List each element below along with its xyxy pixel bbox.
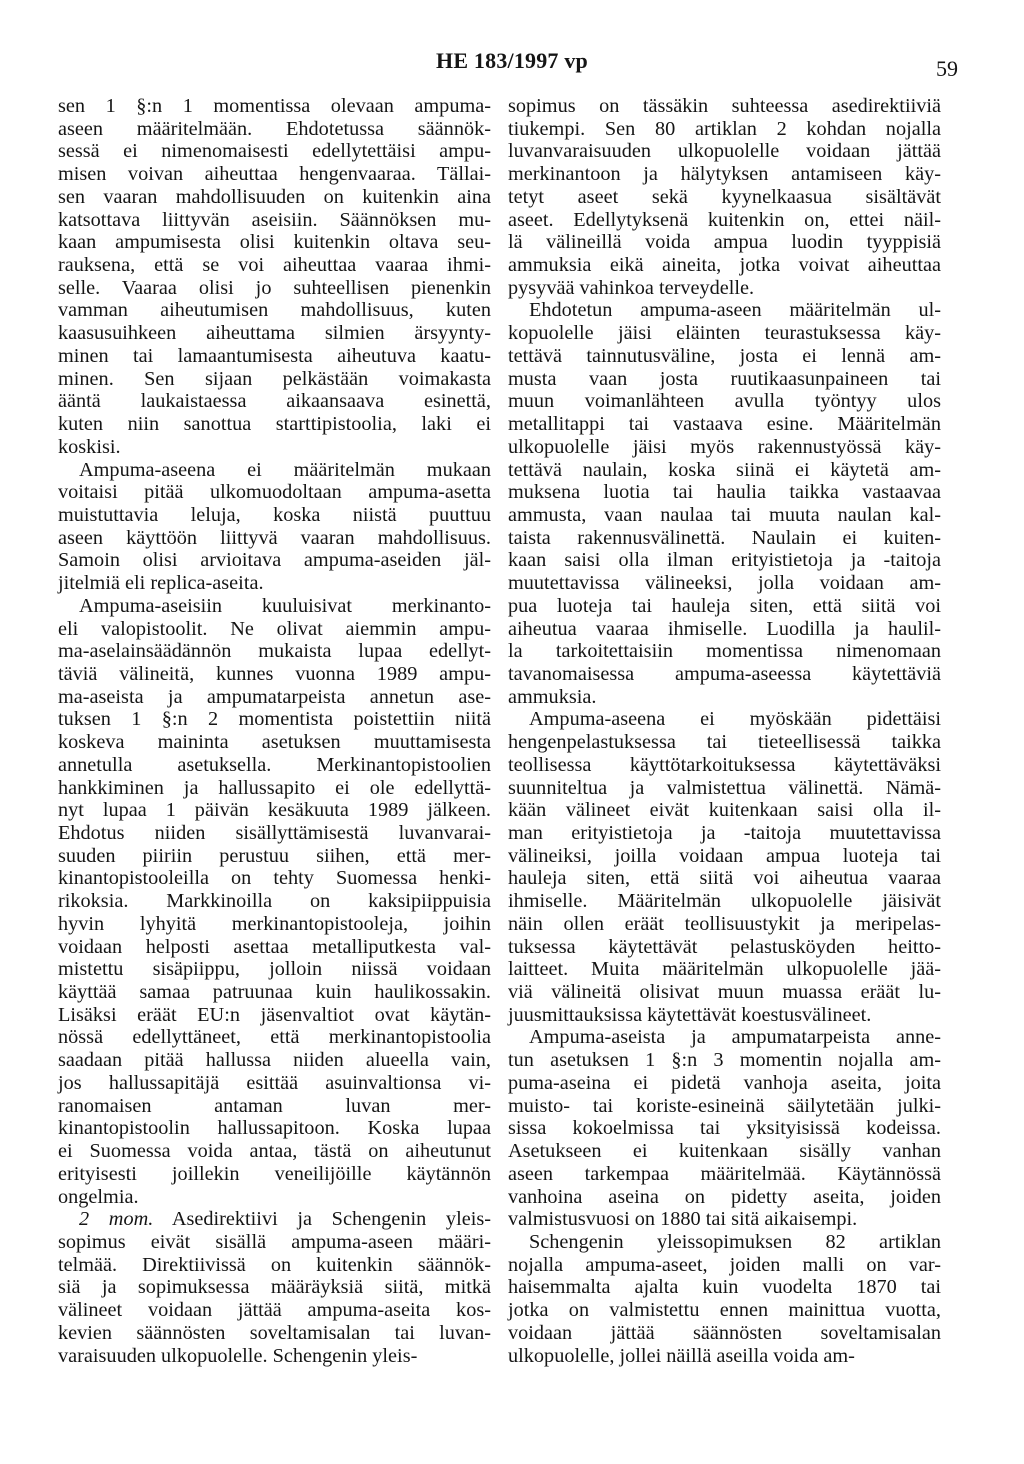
text-line: tuksessa käytettävät pelastusköyden heitto- bbox=[508, 935, 941, 958]
text-line: nössä edellyttäneet, että merkinantopistoolia bbox=[58, 1026, 491, 1049]
text-line: muistuttavia leluja, koska niistä puuttuu bbox=[58, 503, 491, 526]
text-line: puma-aseina ei pidetä vanhoja aseita, joita bbox=[508, 1071, 941, 1094]
text-line: sopimus on tässäkin suhteessa asedirektiiviä bbox=[508, 95, 941, 117]
text-line: nyt lupaa 1 päivän kesäkuuta 1989 jälkeen. bbox=[58, 799, 491, 822]
text-line: sessä ei nimenomaisesti edellytettäisi ampu- bbox=[58, 140, 491, 163]
text-line: saadaan pitää hallussa niiden alueella vain, bbox=[58, 1049, 491, 1072]
text-line: ääntä laukaistaessa aikaansaava esinettä, bbox=[58, 390, 491, 413]
text-line: musta vaan josta ruutikaasunpaineen tai bbox=[508, 367, 941, 390]
text-line: suuden piiriin perustuu siihen, että mer- bbox=[58, 844, 491, 867]
text-line: aseen käyttöön liittyvä vaaran mahdollisuus. bbox=[58, 526, 491, 549]
text-line: katsottava liittyvän aseisiin. Säännöksen mu- bbox=[58, 208, 491, 231]
text-line: muisto- tai koriste-esineinä säilytetään julki- bbox=[508, 1094, 941, 1117]
page-number: 59 bbox=[936, 56, 958, 81]
text-line: la tarkoitettaisiin momentissa nimenomaan bbox=[508, 640, 941, 663]
text-line: juusmittauksissa käytettävät koestusvälineet. bbox=[508, 1003, 872, 1026]
text-line: Ampuma-aseena ei määritelmän mukaan bbox=[79, 458, 491, 481]
text-line: merkinantoon ja hälytyksen antamiseen käy- bbox=[508, 163, 941, 186]
text-line: Lisäksi eräät EU:n jäsenvaltiot ovat käytän- bbox=[58, 1003, 491, 1026]
text-line: Ampuma-aseisiin kuuluisivat merkinanto- bbox=[79, 594, 491, 617]
text-line: suunniteltua ja valmistettua välinettä. Nämä- bbox=[508, 776, 941, 799]
text-line: viä välineitä olisivat muun muassa eräät lu- bbox=[508, 981, 941, 1004]
text-line: hauleja siten, että siitä voi aiheutua vaaraa bbox=[508, 867, 941, 890]
text-line: Ehdotus niiden sisällyttämisestä luvanvarai- bbox=[58, 822, 491, 844]
text-line: kopuolelle jäisi eläinten teurastuksessa käy- bbox=[508, 322, 941, 345]
text-line: koskeva maininta asetuksen muuttamisesta bbox=[58, 731, 491, 754]
text-line: pua luoteja tai hauleja siten, että siitä voi bbox=[508, 594, 941, 617]
text-line: tavanomaisessa ampuma-aseessa käytettäviä bbox=[508, 662, 941, 685]
text-line: kinantopistooleilla on tehty Suomessa henki- bbox=[58, 867, 491, 890]
text-line: laitteet. Muita määritelmän ulkopuolelle jää- bbox=[508, 958, 941, 981]
text-line: Ampuma-aseena ei myöskään pidettäisi bbox=[529, 708, 941, 731]
text-line: tettävä naulain, koska siinä ei käytetä am- bbox=[508, 458, 941, 481]
text-line: tettävä tainnutusväline, josta ei lennä am- bbox=[508, 344, 941, 367]
text-line: valmistusvuosi on 1880 tai sitä aikaisempi. bbox=[508, 1208, 858, 1231]
text-line: Ehdotetun ampuma-aseen määritelmän ul- bbox=[529, 299, 941, 322]
text-line: taista rakennusvälinettä. Naulain ei kuiten- bbox=[508, 526, 941, 549]
text-line: minen tai lamaantumisesta aiheutuva kaatu- bbox=[58, 344, 491, 367]
text-line: haisemmalta ajalta kuin vuodelta 1870 tai bbox=[508, 1276, 941, 1299]
page-header-title: HE 183/1997 vp bbox=[436, 48, 588, 73]
text-line: sen vaaran mahdollisuuden on kuitenkin aina bbox=[58, 185, 491, 208]
text-line: telmää. Direktiivissä on kuitenkin säännök- bbox=[58, 1253, 491, 1276]
text-line: vamman aiheutumisen mahdollisuus, kuten bbox=[58, 299, 491, 322]
text-line: kään välineet eivät kuitenkaan saisi olla il- bbox=[508, 799, 941, 822]
text-line: hyvin lyhyitä merkinantopistooleja, joihin bbox=[58, 912, 491, 935]
text-line: tun asetuksen 1 §:n 3 momentin nojalla am- bbox=[508, 1049, 941, 1072]
text-line: Schengenin yleissopimuksen 82 artiklan bbox=[529, 1230, 941, 1253]
text-line: jos hallussapitäjä esittää asuinvaltionsa vi- bbox=[58, 1071, 491, 1094]
text-line: tuksen 1 §:n 2 momentista poistettiin niitä bbox=[58, 708, 491, 731]
text-line: rauksena, että se voi aiheuttaa vaaraa ihmi- bbox=[58, 254, 491, 277]
text-line: luvanvaraisuuden ulkopuolelle voidaan jättää bbox=[508, 140, 941, 163]
text-line: Samoin olisi arvioitava ampuma-aseiden jäl- bbox=[58, 549, 491, 572]
text-line: voitaisi pitää ulkomuodoltaan ampuma-asetta bbox=[58, 481, 491, 504]
text-line: muutettavissa välineeksi, jolla voidaan am- bbox=[508, 572, 941, 595]
text-line: voidaan helposti asettaa metalliputkesta val- bbox=[58, 935, 491, 958]
text-line: annetulla asetuksella. Merkinantopistoolien bbox=[58, 753, 491, 776]
text-line: aseet. Edellytyksenä kuitenkin on, ettei näil- bbox=[508, 208, 941, 231]
text-line: täviä välineitä, kunnes vuonna 1989 ampu- bbox=[58, 662, 491, 685]
text-line: välineiksi, joilla voidaan ampua luoteja tai bbox=[508, 844, 941, 867]
text-line: jitelmiä eli replica-aseita. bbox=[58, 572, 264, 595]
text-line: ammusta, vaan naulaa tai muuta naulan kal- bbox=[508, 503, 941, 526]
text-line: eli valopistoolit. Ne olivat aiemmin ampu- bbox=[58, 617, 491, 640]
text-line: selle. Vaaraa olisi jo suhteellisen pienenkin bbox=[58, 276, 491, 299]
text-line: käyttää samaa patruunaa kuin haulikossakin. bbox=[58, 981, 491, 1004]
text-line: minen. Sen sijaan pelkästään voimakasta bbox=[58, 367, 491, 390]
text-line: hankkiminen ja hallussapito ei ole edellyttä- bbox=[58, 776, 491, 799]
text-line: ei Suomessa voida antaa, tästä on aiheutunut bbox=[58, 1140, 491, 1163]
text-line: ihmiselle. Määritelmän ulkopuolelle jäisivät bbox=[508, 890, 941, 913]
text-line: varaisuuden ulkopuolelle. Schengenin yleis- bbox=[58, 1344, 418, 1367]
text-line: lä välineillä voida ampua luodin tyyppisiä bbox=[508, 231, 941, 254]
text-line: ulkopuolelle jäisi myös rakennustyössä käy- bbox=[508, 435, 941, 458]
text-line: kaasusuihkeen aiheuttama silmien ärsyynty- bbox=[58, 322, 491, 345]
text-line: muun voimanlähteen avulla työntyy ulos bbox=[508, 390, 941, 413]
text-line: ranomaisen antaman luvan mer- bbox=[58, 1094, 491, 1117]
text-line: tetyt aseet sekä kyynelkaasua sisältävät bbox=[508, 185, 941, 208]
text-line: ma-aselainsäädännön mukaista lupaa edellyt- bbox=[58, 640, 491, 663]
text-line: ammuksia. bbox=[508, 685, 597, 708]
text-line: nojalla ampuma-aseet, joiden malli on var- bbox=[508, 1253, 941, 1276]
text-line: siä ja sopimuksessa määräyksiä siitä, mitkä bbox=[58, 1276, 491, 1299]
text-line: kevien säännösten soveltamisalan tai luvan- bbox=[58, 1321, 491, 1344]
text-line: rikoksia. Markkinoilla on kaksipiippuisia bbox=[58, 890, 491, 913]
text-line: ammuksia eikä aineita, jotka voivat aiheuttaa bbox=[508, 254, 941, 277]
text-line: jotka on valmistettu ennen mainittua vuotta, bbox=[508, 1299, 941, 1322]
text-line: aiheutua vaaraa ihmiselle. Luodilla ja haulil- bbox=[508, 617, 941, 640]
text-line: sen 1 §:n 1 momentissa olevaan ampuma- bbox=[58, 95, 491, 117]
text-line: aseen tarkempaa määritelmää. Käytännössä bbox=[508, 1162, 941, 1185]
left-text-column bbox=[58, 95, 491, 1367]
text-line: muksena luotia tai haulia taikka vastaavaa bbox=[508, 481, 941, 504]
text-line: sissa kokoelmissa tai yksityisissä kodeissa. bbox=[508, 1117, 941, 1140]
text-line: vanhoina aseina on pidetty aseita, joiden bbox=[508, 1185, 941, 1208]
text-line: ongelmia. bbox=[58, 1185, 139, 1208]
text-line: erityisesti joillekin veneilijöille käytännön bbox=[58, 1162, 491, 1185]
text-line: sopimus eivät sisällä ampuma-aseen määri- bbox=[58, 1230, 491, 1253]
text-line: koskisi. bbox=[58, 435, 121, 458]
text-line: kuten niin sanottua starttipistoolia, laki ei bbox=[58, 413, 491, 436]
text-line: ulkopuolelle, jollei näillä aseilla voida am- bbox=[508, 1344, 855, 1367]
text-line: teollisessa käyttötarkoituksessa käytettäväksi bbox=[508, 753, 941, 776]
text-line: 2 mom. Asedirektiivi ja Schengenin yleis- bbox=[79, 1208, 491, 1231]
text-line: Ampuma-aseista ja ampumatarpeista anne- bbox=[529, 1026, 941, 1049]
text-line: misen voivan aiheuttaa hengenvaaraa. Tällai- bbox=[58, 163, 491, 186]
text-line: mistettu sisäpiippu, jolloin niissä voidaan bbox=[58, 958, 491, 981]
text-line: Asetukseen ei kuitenkaan sisälly vanhan bbox=[508, 1140, 941, 1163]
right-text-column bbox=[508, 95, 941, 1367]
text-line: kinantopistoolin hallussapitoon. Koska lupaa bbox=[58, 1117, 491, 1140]
text-line: pysyvää vahinkoa terveydelle. bbox=[508, 276, 755, 299]
text-line: ma-aseista ja ampumatarpeista annetun ase- bbox=[58, 685, 491, 708]
text-line: välineet voidaan jättää ampuma-aseita kos- bbox=[58, 1299, 491, 1322]
text-line: kaan saisi olla ilman erityistietoja ja -taitoja bbox=[508, 549, 941, 572]
text-line: näin ollen eräät teollisuustykit ja meripelas- bbox=[508, 912, 941, 935]
text-line: hengenpelastuksessa tai tieteellisessä taikka bbox=[508, 731, 941, 754]
text-line: tiukempi. Sen 80 artiklan 2 kohdan nojalla bbox=[508, 117, 941, 140]
text-line: kaan ampumisesta olisi kuitenkin oltava seu- bbox=[58, 231, 491, 254]
text-line: man erityistietoja ja -taitoja muutettavissa bbox=[508, 822, 941, 844]
text-line: voidaan jättää säännösten soveltamisalan bbox=[508, 1321, 941, 1344]
text-line: aseen määritelmään. Ehdotetussa säännök- bbox=[58, 117, 491, 140]
text-line: metallitappi tai vastaava esine. Määritelmän bbox=[508, 413, 941, 436]
